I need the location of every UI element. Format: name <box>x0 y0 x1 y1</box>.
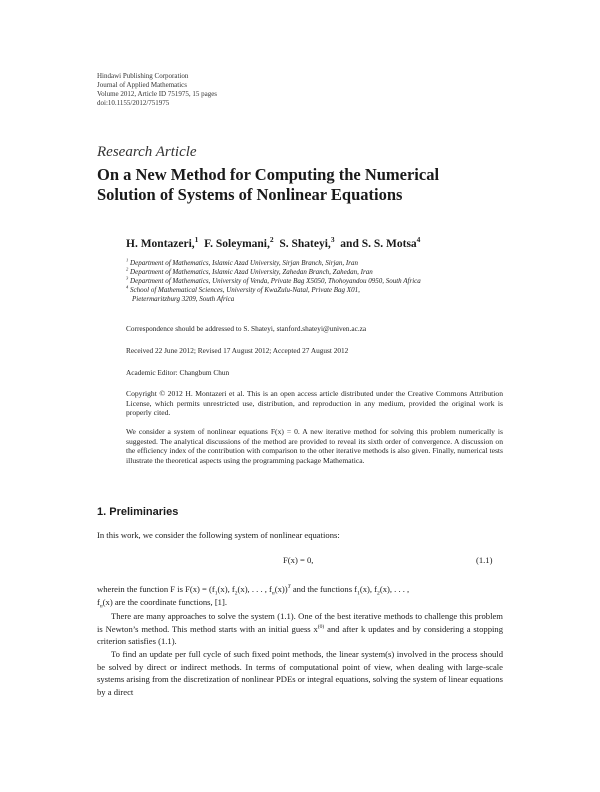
author: F. Soleymani,$^2$ <box>204 235 274 250</box>
title-line-2: Solution of Systems of Nonlinear Equations <box>97 185 403 204</box>
body-paragraph: wherein the function F is $F(x) = (f_1(x)$, $f_2(x)$, . . . , $f_n(x))^T$ and the functions $f_1(x)$, $f_2(x)$, . . . , $f_n(x)$ are the coordinate functions, [1]. <box>97 584 410 610</box>
author: and S. S. Motsa$^4$ <box>340 235 421 250</box>
body-paragraph: There are many approaches to solve the system (1.1). One of the best iterative methods to challenge this problem is Newton’s method. This method starts with an initial guess $x^{(0)}$ and after k updates and by considering a stopping criterion satisfies (1.1). <box>97 611 503 646</box>
article-type: Research Article <box>97 144 197 160</box>
publisher: Hindawi Publishing Corporation <box>97 72 189 80</box>
body-paragraph: To find an update per full cycle of such fixed point methods, the linear system(s) involved in the process should be solved by direct or indirect methods. In terms of computational point of view, when dealing with large-scale systems arising from the discretization of nonlinear PDEs or integral equations, solving the system of linear equations by a direct <box>97 649 503 697</box>
paper-title <box>97 165 439 205</box>
affiliation: $^1$ Department of Mathematics, Islamic Azad University, Sirjan Branch, Sirjan, Iran <box>126 257 358 267</box>
affiliations <box>126 259 526 304</box>
affiliation: $^4$ School of Mathematical Sciences, University of KwaZulu-Natal, Private Bag X01, <box>126 284 360 294</box>
abstract: We consider a system of nonlinear equations F(x) = 0. A new iterative method for solving this problem numerically is suggested. The analytical discussions of the method are provided to reveal its sixth order of convergence. A discussion on the efficiency index of the contribution with comparison to the other iterative methods is also given. Finally, numerical tests illustrate the theoretical aspects using the programming package Mathematica. <box>126 427 503 465</box>
section-heading: 1. Preliminaries <box>97 506 179 518</box>
journal-name: Journal of Applied Mathematics <box>97 81 188 89</box>
body-paragraph: In this work, we consider the following system of nonlinear equations: <box>97 530 340 540</box>
author: S. Shateyi,$^3$ <box>279 235 335 250</box>
academic-editor: Academic Editor: Changbum Chun <box>126 368 230 377</box>
author-list <box>126 235 421 250</box>
title-line-1: On a New Method for Computing the Numerical <box>97 165 440 184</box>
doi: doi:10.1155/2012/751975 <box>97 99 170 107</box>
correspondence: Correspondence should be addressed to S. Shateyi, stanford.shateyi@univen.ac.za <box>126 324 367 333</box>
journal-header <box>97 72 217 108</box>
equation: F(x) = 0, <box>283 555 314 565</box>
author: H. Montazeri,$^1$ <box>126 235 199 250</box>
copyright-notice: Copyright © 2012 H. Montazeri et al. This is an open access article distributed under the Creative Commons Attribution License, which permits unrestricted use, distribution, and reproduction in any medium, provided the original work is properly cited. <box>126 389 503 418</box>
article-dates: Received 22 June 2012; Revised 17 August 2012; Accepted 27 August 2012 <box>126 346 349 355</box>
affiliation: $^2$ Department of Mathematics, Islamic Azad University, Zahedan Branch, Zahedan, Iran <box>126 266 373 276</box>
equation-number: (1.1) <box>476 555 493 565</box>
affiliation: $^3$ Department of Mathematics, University of Venda, Private Bag X5050, Thohoyandou 0950, South Africa <box>126 275 421 285</box>
volume-info: Volume 2012, Article ID 751975, 15 pages <box>97 90 218 98</box>
affiliation-continued: Pietermaritzburg 3209, South Africa <box>132 295 235 303</box>
